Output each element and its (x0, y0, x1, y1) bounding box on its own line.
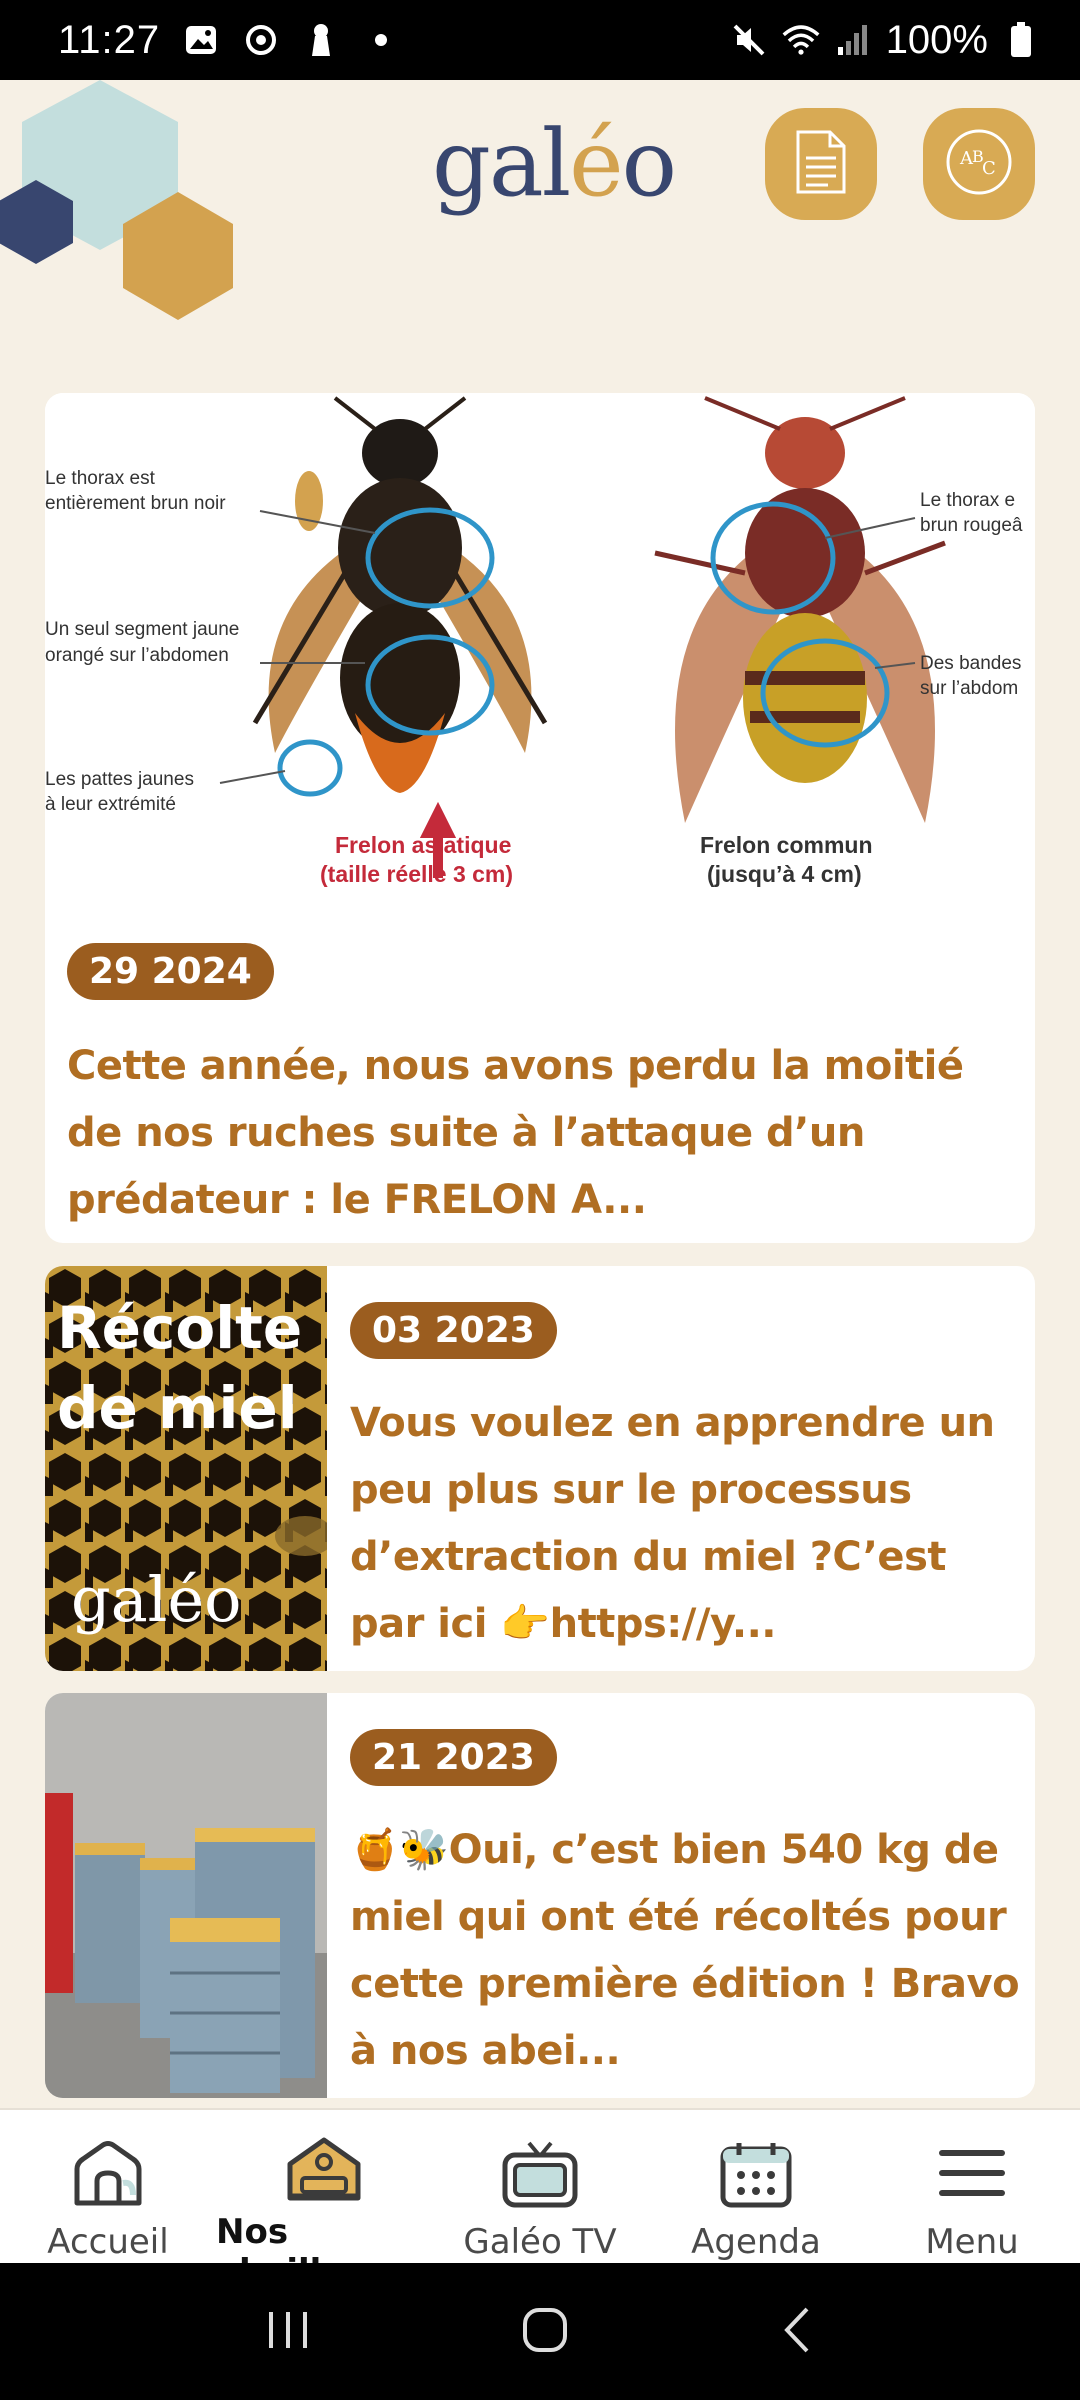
svg-text:Des bandes: Des bandes (920, 653, 1022, 674)
post-card[interactable] (45, 393, 1035, 1243)
honey-harvest-thumbnail (45, 1266, 327, 1671)
calendar-icon (716, 2134, 796, 2214)
mute-icon (730, 21, 768, 59)
abc-button[interactable] (923, 108, 1035, 220)
status-bar (0, 0, 1080, 80)
honeycomb-decoration (0, 80, 250, 330)
signal-icon (834, 21, 872, 59)
post-title: Cette année, nous avons perdu la moitié de nos ruches suite à l’attaque d’un prédateur : le FRELON A... (67, 1043, 964, 1223)
hornet-comparison-image (45, 393, 1035, 913)
beehive-icon (284, 2134, 364, 2204)
svg-text:Un seul segment jaune: Un seul segment jaune (45, 619, 240, 640)
svg-text:(taille réelle 3 cm): (taille réelle 3 cm) (320, 861, 514, 887)
post-date: 29 2024 (67, 943, 274, 1000)
nav-item-galeo-tv[interactable]: Galéo TV (432, 2110, 648, 2263)
post-card[interactable] (45, 1266, 1035, 1671)
recent-apps-button[interactable] (265, 2308, 311, 2356)
home-circle-icon (520, 2305, 570, 2355)
abc-icon (943, 126, 1015, 202)
svg-text:entièrement brun noir: entièrement brun noir (45, 493, 226, 514)
svg-text:à leur extrémité: à leur extrémité (45, 794, 176, 815)
nav-item-nos-abeilles[interactable]: Nos (216, 2110, 432, 2263)
post-date: 03 2023 (350, 1302, 557, 1359)
nav-item-agenda[interactable]: Agenda (648, 2110, 864, 2263)
back-arrow-icon (779, 2305, 815, 2355)
status-time: 11:27 (58, 17, 161, 62)
home-icon (68, 2134, 148, 2214)
battery-level: 100% (885, 17, 988, 62)
honey-boxes-thumbnail (45, 1693, 327, 2098)
document-button[interactable] (765, 108, 877, 220)
svg-text:C: C (982, 158, 996, 179)
gallery-icon (182, 21, 220, 59)
svg-text:Le thorax est: Le thorax est (45, 468, 155, 489)
bottom-navigation (0, 2108, 1080, 2263)
svg-text:A: A (960, 148, 973, 169)
svg-text:Les pattes jaunes: Les pattes jaunes (45, 769, 194, 790)
post-title: 🍯🐝Oui, c’est bien 540 kg de miel qui ont été récoltés pour cette première édition ! Bravo à nos abei... (350, 1827, 1020, 2074)
nav-item-accueil[interactable]: Accueil (0, 2110, 216, 2263)
back-button[interactable] (779, 2305, 815, 2359)
svg-text:de miel: de miel (57, 1374, 298, 1442)
svg-text:Frelon asiatique: Frelon asiatique (335, 832, 512, 858)
svg-text:brun rougeâ: brun rougeâ (920, 515, 1023, 536)
menu-icon (932, 2134, 1012, 2214)
galeo-logo: galéo (432, 110, 676, 217)
post-date: 21 2023 (350, 1729, 557, 1786)
app-header (0, 80, 1080, 380)
svg-text:B: B (972, 147, 984, 166)
svg-text:(jusqu’à 4 cm): (jusqu’à 4 cm) (707, 861, 862, 887)
keyhole-icon (302, 21, 340, 59)
svg-text:sur l’abdom: sur l’abdom (920, 678, 1019, 699)
svg-text:orangé sur l’abdomen: orangé sur l’abdomen (45, 645, 229, 666)
document-icon (794, 130, 848, 198)
system-navigation-bar (0, 2263, 1080, 2400)
svg-text:Récolte: Récolte (57, 1294, 303, 1362)
post-card[interactable] (45, 1693, 1035, 2098)
nav-item-menu[interactable]: Menu (864, 2110, 1080, 2263)
svg-text:Le thorax e: Le thorax e (920, 490, 1016, 511)
home-button[interactable] (520, 2305, 570, 2359)
battery-icon (1002, 21, 1040, 59)
notification-dot-icon (362, 21, 400, 59)
tv-icon (500, 2134, 580, 2214)
post-title: Vous voulez en apprendre un peu plus sur le processus d’extraction du miel ?C’est par ici 👉https://y... (350, 1400, 995, 1647)
svg-text:galéo: galéo (71, 1563, 242, 1636)
recent-apps-icon (265, 2308, 311, 2352)
sync-icon (242, 21, 280, 59)
wifi-icon (782, 21, 820, 59)
svg-text:Frelon commun: Frelon commun (700, 832, 873, 858)
